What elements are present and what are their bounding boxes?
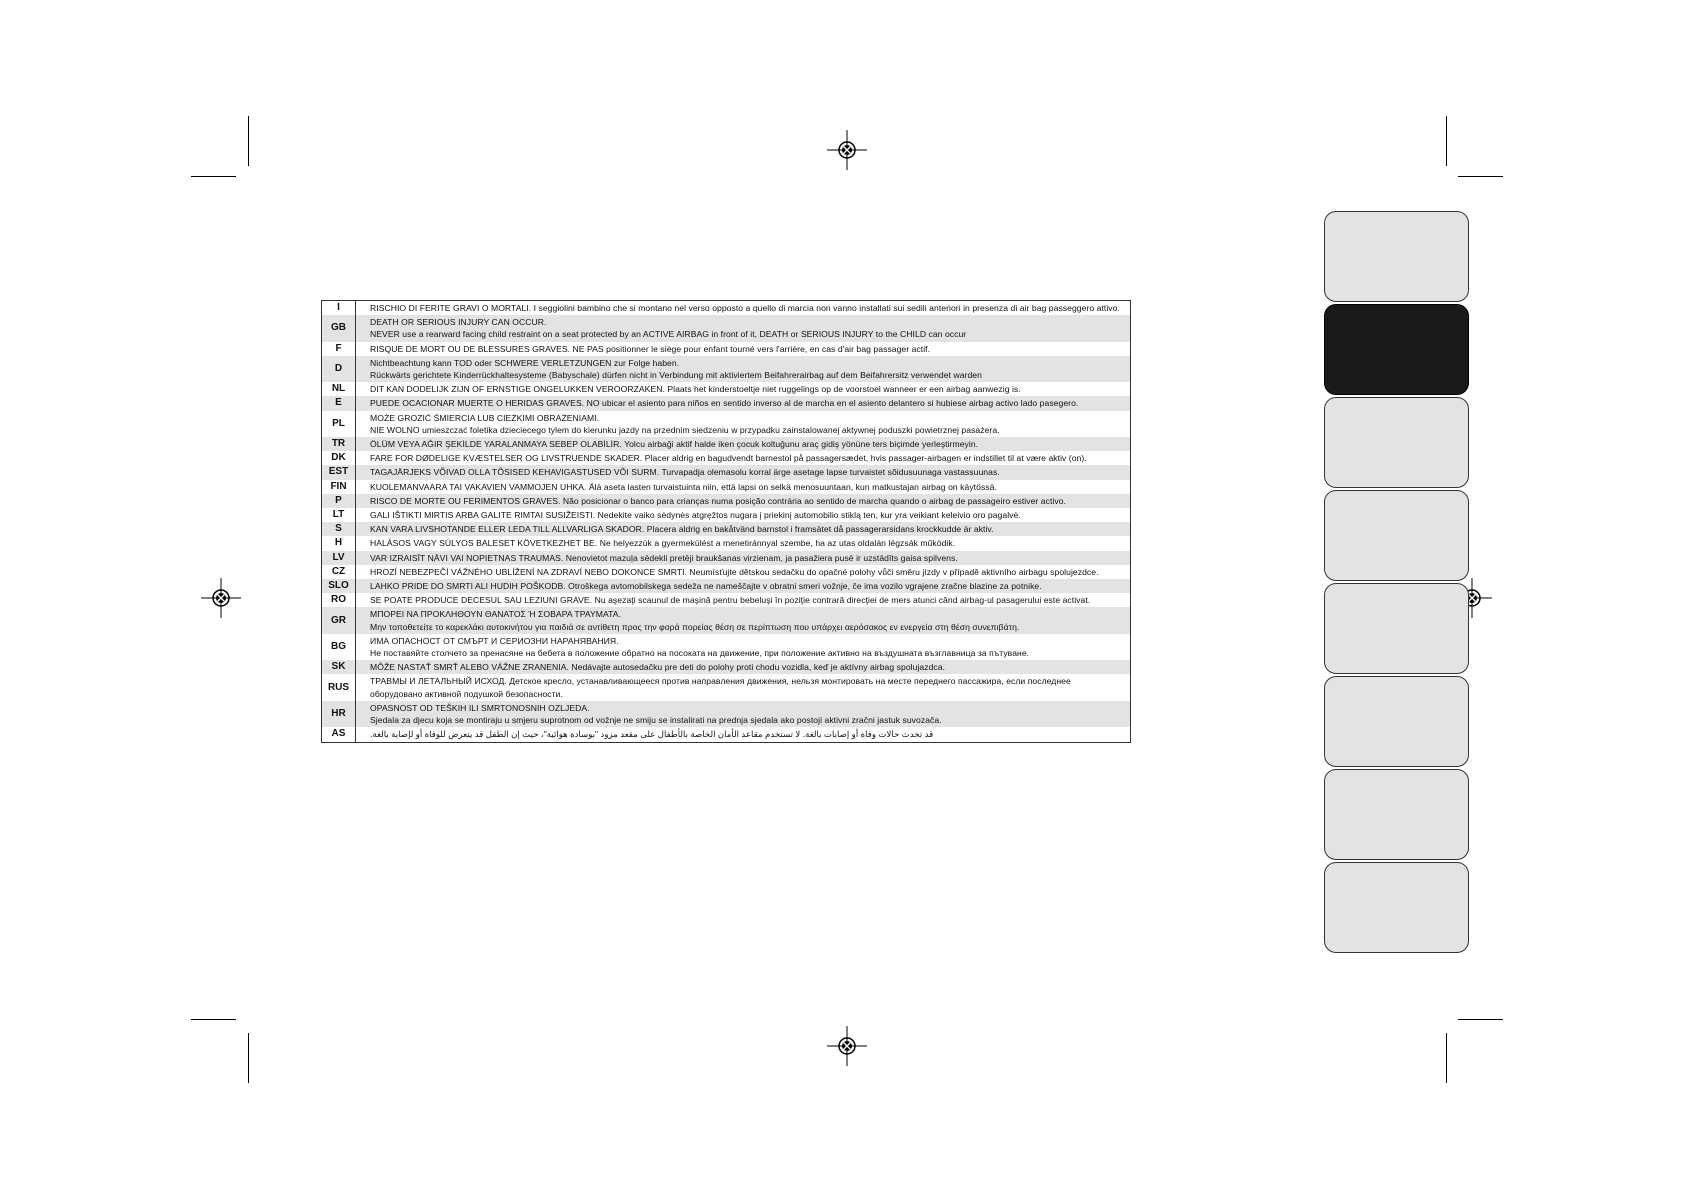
warning-text (356, 342, 1131, 356)
language-code: PL (322, 411, 356, 437)
warning-text-line: NIE WOLNO umieszczać foletika dzieciecego tylem do kierunku jazdy na przednim siedzeniu w przypadku zainstalowanej aktywnej poduszki powietrznej pasażera. (370, 424, 1000, 435)
warning-text (356, 494, 1131, 508)
chapter-tab[interactable] (1324, 676, 1469, 767)
language-code: GR (322, 607, 356, 633)
warning-text-line: FARE FOR DØDELIGE KVÆSTELSER OG LIVSTRUENDE SKADER. Placer aldrig en bagudvendt barnestol på passagersædet, hvis passager-airbagen er indstillet til at være aktiv (on). (370, 453, 1087, 464)
warning-text-line: Не поставяйте столчето за пренасяне на бебета в положение обратно на посоката на движение, при положение активно на въздушната възглавница за пътуване. (370, 648, 1030, 659)
warning-row (322, 727, 1130, 741)
warning-text-line: OPASNOST OD TEŠKIH ILI SMRTONOSNIH OZLJEDA. (370, 702, 590, 713)
warning-row (322, 593, 1130, 607)
language-code: EST (322, 465, 356, 479)
language-code: BG (322, 634, 356, 660)
warning-row (322, 411, 1130, 437)
warning-row (322, 342, 1130, 356)
warning-text-line: VAR IZRAISĪT NĀVI VAI NOPIETNAS TRAUMAS. Nenovietot mazuļa sēdekli pretēji braukšanas virzienam, ja pasažiera pusē ir uzstādīts gaisa spilvens. (370, 552, 958, 563)
warning-text-line: RISCHIO DI FERITE GRAVI O MORTALI. I seggiolini bambino che si montano nel verso opposto a quello di marcia non vanno installati sui sedili anteriori in presenza di air bag passeggero attivo. (370, 303, 1120, 313)
registration-mark-bottom-icon (827, 1026, 867, 1066)
warning-row (322, 315, 1130, 341)
warning-text-line: DIT KAN DODELIJK ZIJN OF ERNSTIGE ONGELUKKEN VEROORZAKEN. Plaats het kinderstoeltje niet ruggelings op de voorstoel wanneer er een airbag aanwezig is. (370, 384, 1021, 395)
warning-text-line: MOŻE GROZIĆ ŚMIERCIA LUB CIEŻKIMI OBRAŻENIAMI. (370, 412, 600, 423)
warning-text-line: Nichtbeachtung kann TOD oder SCHWERE VERLETZUNGEN zur Folge haben. (370, 357, 680, 368)
warning-row (322, 579, 1130, 593)
language-code: LT (322, 508, 356, 522)
crop-mark-br-h (1458, 1019, 1503, 1020)
language-code: RUS (322, 674, 356, 700)
warning-row (322, 356, 1130, 382)
language-code: AS (322, 727, 356, 741)
language-code: TR (322, 437, 356, 451)
warning-text (356, 634, 1131, 660)
warning-text (356, 701, 1131, 727)
language-code: SLO (322, 579, 356, 593)
warning-text (356, 396, 1131, 410)
warning-table-body (322, 301, 1130, 742)
warning-text-line: LAHKO PRIDE DO SMRTI ALI HUDIH POŠKODB. Otroškega avtomobilskega sedeža ne nameščajte v obratni smeri vožnje, če ima vozilo vgrajene zračne blazine za potnike. (370, 581, 1042, 592)
warning-text-line: RISCO DE MORTE OU FERIMENTOS GRAVES. Não posicionar o banco para crianças numa posição contrária ao sentido de marcha quando o airbag de passageiro estiver activo. (370, 495, 1066, 506)
warning-text-line: ИМА ОПАСНОСТ ОТ СМЪРТ И СЕРИОЗНИ НАРАНЯВАНИЯ. (370, 635, 619, 646)
crop-mark-bl-v (248, 1033, 249, 1083)
warning-text-line: TAGAJÄRJEKS VÕIVAD OLLA TÕSISED KEHAVIGASTUSED VÕI SURM. Turvapadja olemasolu korral ärge asetage lapse turvaistet sõidusuunaga vastassuunas. (370, 467, 1000, 478)
language-code: H (322, 536, 356, 550)
warning-text (356, 382, 1131, 396)
warning-row (322, 451, 1130, 465)
warning-row (322, 565, 1130, 579)
warning-row (322, 508, 1130, 522)
language-code: NL (322, 382, 356, 396)
warning-text-line: ÖLÜM VEYA AĞIR ŞEKİLDE YARALANMAYA SEBEP OLABİLİR. Yolcu airbaği aktif halde iken çocuk koltuğunu araç gidiş yönüne ters biçimde yerleştirmeyin. (370, 439, 979, 450)
language-code: D (322, 356, 356, 382)
warning-text (356, 451, 1131, 465)
registration-mark-left-icon (201, 578, 241, 618)
warning-text (356, 465, 1131, 479)
warning-text (356, 536, 1131, 550)
language-code: E (322, 396, 356, 410)
registration-mark-top-icon (827, 130, 867, 170)
chapter-tab[interactable] (1324, 211, 1469, 302)
crop-mark-tr-v (1446, 116, 1447, 166)
warning-text-line: HROZÍ NEBEZPEČÍ VÁŽNÉHO UBLÍŽENÍ NA ZDRAVÍ NEBO DOKONCE SMRTI. Neumísťujte dětskou sedačku do opačné polohy vůči směru jízdy v případě aktivního airbagu spolujezdce. (370, 566, 1099, 577)
warning-text-line: DEATH OR SERIOUS INJURY CAN OCCUR. (370, 317, 547, 328)
chapter-tab[interactable] (1324, 490, 1469, 581)
warning-row (322, 660, 1130, 674)
warning-text (356, 607, 1131, 633)
warning-text (356, 565, 1131, 579)
language-code: CZ (322, 565, 356, 579)
warning-text (356, 674, 1131, 700)
warning-row (322, 494, 1130, 508)
warning-row (322, 536, 1130, 550)
airbag-warning-table (321, 300, 1131, 743)
warning-row (322, 522, 1130, 536)
warning-text-line: NEVER use a rearward facing child restraint on a seat protected by an ACTIVE AIRBAG in front of it, DEATH or SERIOUS INJURY to the CHILD can occur (370, 329, 967, 340)
crop-mark-tl-v (248, 116, 249, 166)
warning-row (322, 465, 1130, 479)
warning-text (356, 551, 1131, 565)
warning-text (356, 301, 1131, 315)
warning-row (322, 301, 1130, 315)
crop-mark-tl-h (191, 176, 236, 177)
language-code: DK (322, 451, 356, 465)
warning-text-line: KAN VARA LIVSHOTANDE ELLER LEDA TILL ALLVARLIGA SKADOR. Placera aldrig en bakåtvänd barnstol i framsätet då passagerarsidans krockkudde är aktiv. (370, 524, 994, 535)
warning-row (322, 551, 1130, 565)
language-code: FIN (322, 480, 356, 494)
warning-text-line: PUEDE OCACIONAR MUERTE O HERIDAS GRAVES. NO ubicar el asiento para niños en sentido inverso al de marcha en el asiento delantero si hubiese airbag activo lado pasegero. (370, 398, 1079, 409)
warning-text-line: SE POATE PRODUCE DECESUL SAU LEZIUNI GRAVE. Nu aşezaţi scaunul de maşină pentru bebeluşi în poziţie contrară direcţiei de mers atunci când airbag-ul pasagerului este activat. (370, 595, 1091, 606)
warning-text (356, 437, 1131, 451)
warning-text-line: Μην τοποθετείτε το καρεκλάκι αυτοκινήτου για παιδιά σε αντίθετη προς την φορά πορείας θέση σε περίπτωση που υπάρχει αερόσακος εν ενεργεία στη θέση συνεπιβάτη. (370, 621, 1020, 632)
warning-text-line: GALI IŠTIKTI MIRTIS ARBA GALITE RIMTAI SUSIŽEISTI. Nedekite vaiko sėdynės atgręžtos nugara į priekinį automobilio stiklą ten, kur yra veikiant keleivio oro pagalvė. (370, 510, 1021, 521)
warning-row (322, 437, 1130, 451)
chapter-tab[interactable] (1324, 583, 1469, 674)
warning-text (356, 411, 1131, 437)
warning-text-line: оборудовано активной подушкой безопасности. (370, 688, 563, 699)
warning-text (356, 579, 1131, 593)
language-code: S (322, 522, 356, 536)
chapter-tab[interactable] (1324, 304, 1469, 395)
warning-row (322, 674, 1130, 700)
language-code: HR (322, 701, 356, 727)
warning-text (356, 593, 1131, 607)
warning-text (356, 522, 1131, 536)
language-code: F (322, 342, 356, 356)
crop-mark-tr-h (1458, 176, 1503, 177)
warning-text-line: ТРАВМЫ И ЛЕТАЛЬНЫЙ ИСХОД. Детское кресло, устанавливающееся против направления движения, нельзя монтировать на месте переднего пассажира, если последнее (370, 676, 1071, 687)
warning-row (322, 607, 1130, 633)
chapter-tab[interactable] (1324, 862, 1469, 953)
warning-text-line: HALÁSOS VAGY SÚLYOS BALESET KÖVETKEZHET BE. Ne helyezzük a gyermekülést a menetiránnyal szembe, ha az utas oldalán légzsák működik. (370, 538, 956, 549)
language-code: P (322, 494, 356, 508)
crop-mark-br-v (1446, 1033, 1447, 1083)
warning-row (322, 396, 1130, 410)
language-code: RO (322, 593, 356, 607)
warning-row (322, 701, 1130, 727)
warning-text (356, 660, 1131, 674)
warning-row (322, 382, 1130, 396)
language-code: I (322, 301, 356, 315)
language-code: LV (322, 551, 356, 565)
warning-text-line: KUOLEMANVAARA TAI VAKAVIEN VAMMOJEN UHKA. Älä aseta lasten turvaistuinta niin, että lapsi on selkä menosuuntaan, kun matkustajan airbag on käytössä. (370, 481, 997, 492)
warning-text-line: قد تحدث حالات وفاة أو إصابات بالغة. لا تستخدم مقاعد الأمان الخاصة بالأطفال على مقعد مزود "بوسادة هوائية"، حيث إن الطفل قد يتعرض للوفاة أو لإصابة بالغة. (370, 729, 934, 740)
chapter-tab[interactable] (1324, 397, 1469, 488)
chapter-tab[interactable] (1324, 769, 1469, 860)
warning-text-line: Sjedala za djecu koja se montiraju u smjeru suprotnom od vožnje ne smiju se instalirati na prednja sjedala ako postoji aktivni zračni jastuk suvozača. (370, 715, 942, 726)
warning-row (322, 634, 1130, 660)
language-code: SK (322, 660, 356, 674)
warning-text (356, 356, 1131, 382)
warning-row (322, 480, 1130, 494)
crop-mark-bl-h (191, 1019, 236, 1020)
warning-text (356, 727, 1131, 741)
warning-text (356, 315, 1131, 341)
warning-text (356, 508, 1131, 522)
warning-text-line: RISQUE DE MORT OU DE BLESSURES GRAVES. NE PAS positionner le siège pour enfant tourné vers l'arrière, en cas d'air bag passager actif. (370, 343, 931, 354)
warning-text-line: ΜΠΟΡΕΙ ΝΑ ΠΡΟΚΛΗΘΟΥΝ ΘΑΝΑΤΟΣ Ή ΣΟΒΑΡΑ ΤΡΑΥΜΑΤΑ. (370, 609, 622, 620)
language-code: GB (322, 315, 356, 341)
warning-text-line: MÔŽE NASTAŤ SMRŤ ALEBO VÁŽNE ZRANENIA. Nedávajte autosedačku pre deti do polohy proti chodu vozidla, keď je aktívny airbag spolujazdca. (370, 662, 946, 673)
warning-text-line: Rückwärts gerichtete Kinderrückhaltesysteme (Babyschale) dürfen nicht in Verbindung mit aktiviertem Beifahrerairbag auf dem Beifahrersitz verwendet warden (370, 370, 982, 381)
warning-text (356, 480, 1131, 494)
